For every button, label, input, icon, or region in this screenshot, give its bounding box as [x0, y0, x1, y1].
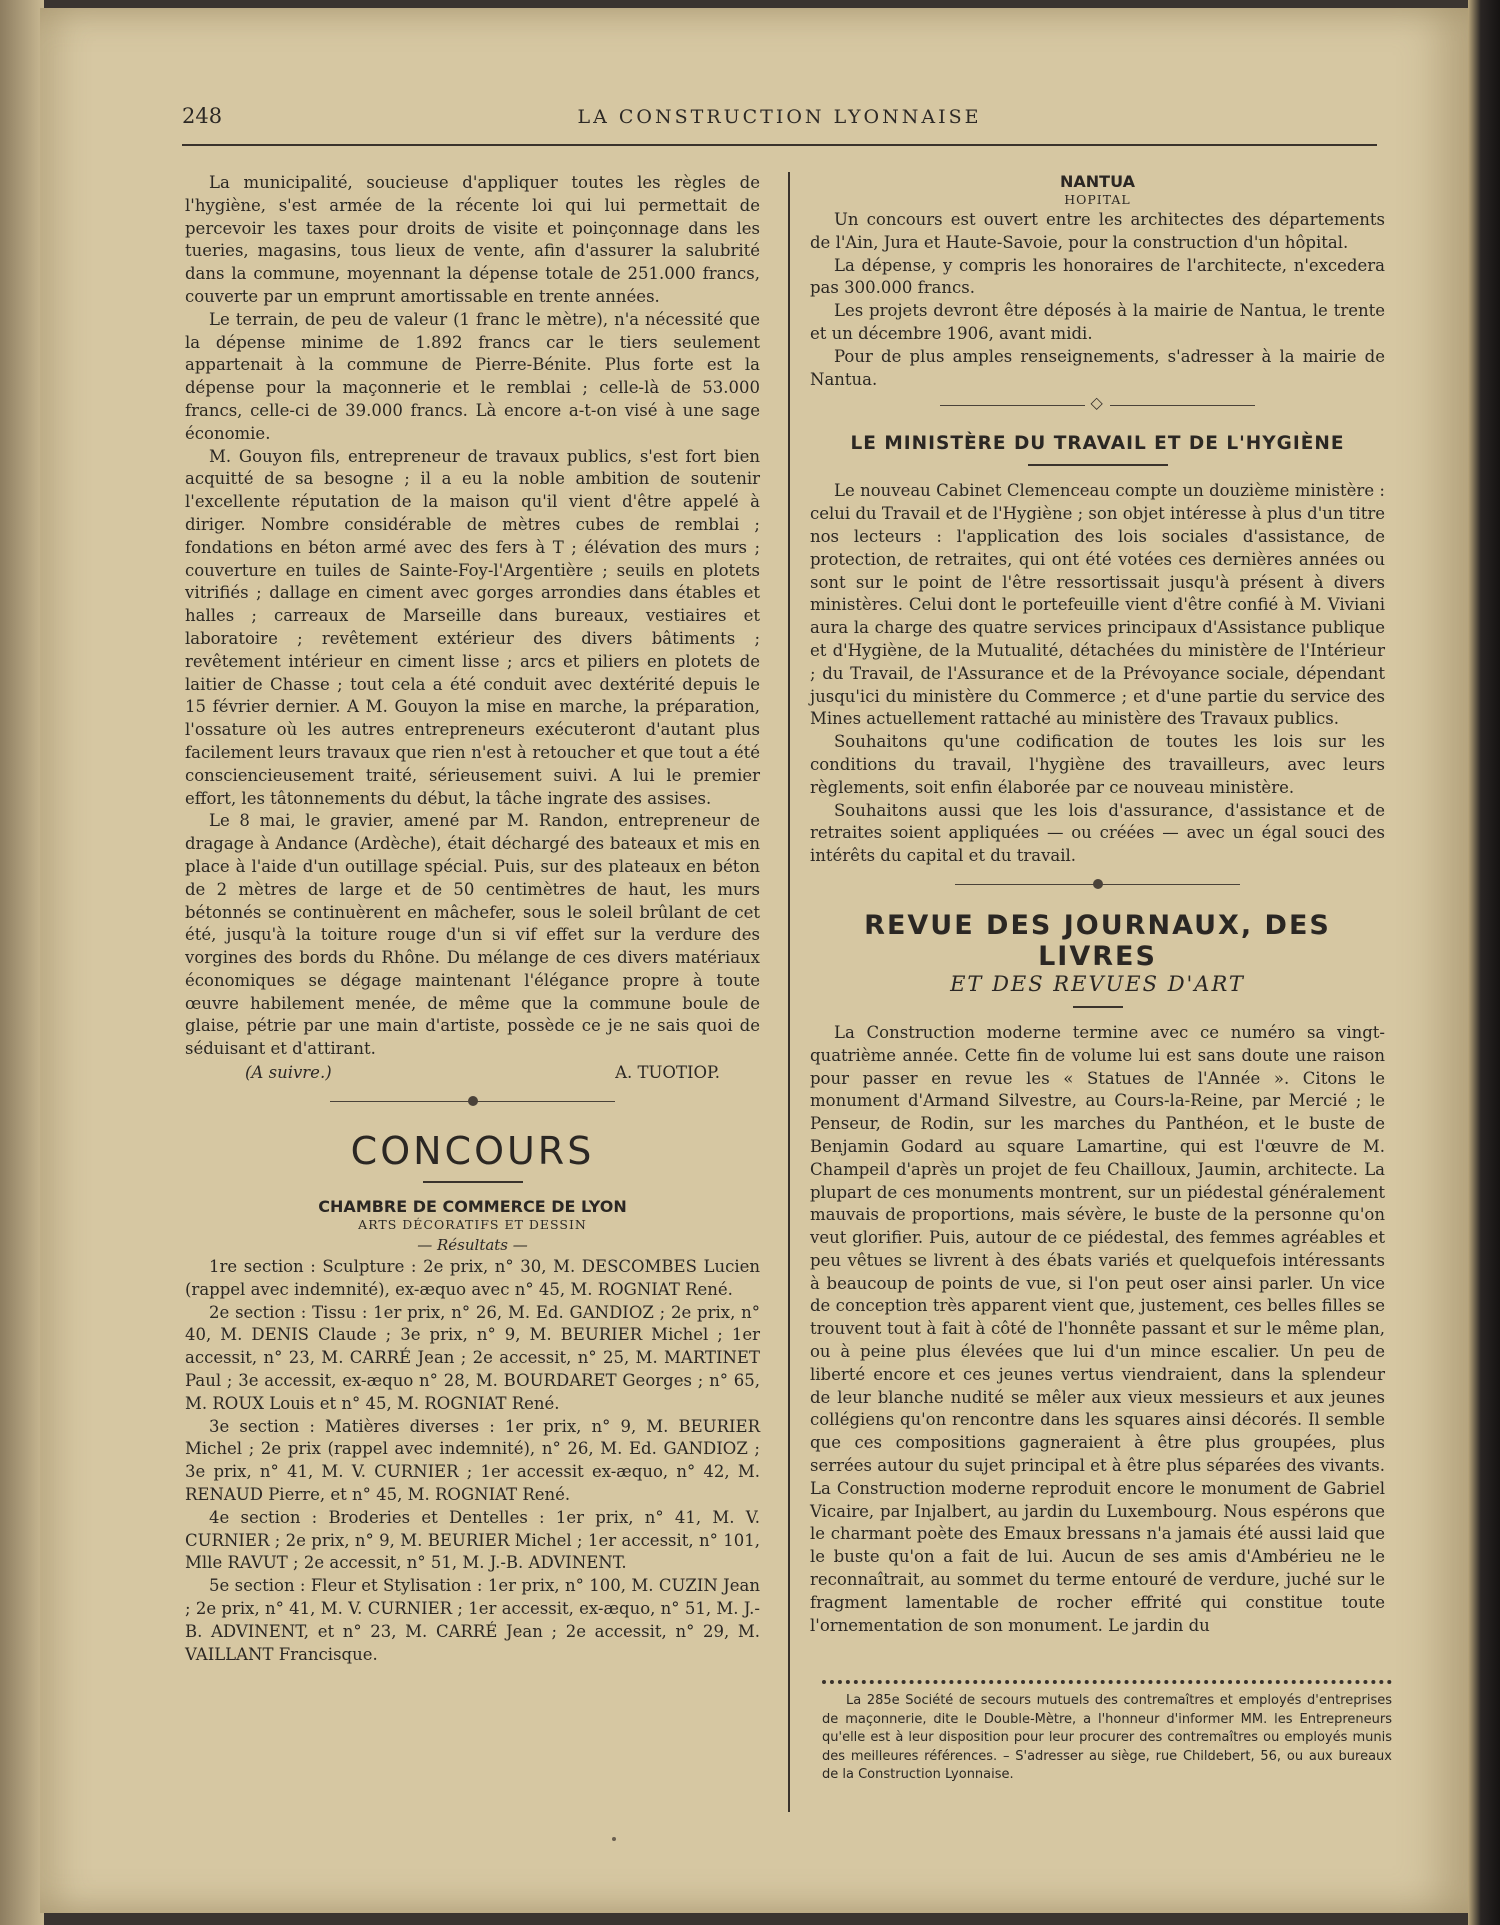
result-section: 3e section : Matières diverses : 1er prix, n° 9, M. BEURIER Michel ; 2e prix (rappel avec indemnité), n° 26, M. Ed. GANDIOZ ; 3e prix, n° 41, M. V. CURNIER ; 1er accessit ex-æquo, n° 42, M. RENAUD Pierre, et n° 45, M. ROGNIAT René. — [185, 1416, 760, 1505]
title-rule — [423, 1181, 523, 1183]
society-notice — [822, 1680, 1392, 1812]
notice-text: La 285e Société de secours mutuels des contremaîtres et employés d'entreprises de maçonnerie, dite le Double-Mètre, a l'honneur d'informer MM. les Entrepreneurs qu'elle est à leur disposition pour leur procurer des contremaîtres ou employés munis des meilleures références. – S'adresser au siège, rue Childebert, 56, ou aux bureaux de la Construction Lyonnaise. — [822, 1693, 1392, 1782]
article-paragraph: Le 8 mai, le gravier, amené par M. Randon, entrepreneur de dragage à Andance (Ardèche), était déchargé des bateaux et mis en place à l'aide d'un outillage spécial. Puis, sur des plateaux en béton de 2 mètres de large et de 50 centimètres de haut, les murs bétonnés se continuèrent en mâchefer, sous le soleil brûlant de cet été, jusqu'à la toiture rouge d'un si vif effet sur la verdure des vorgines des bords du Rhône. Du mélange de ces divers matériaux économiques se dégage maintenant l'élégance propre à toute œuvre habilement menée, de même que la commune boule de glaise, pétrie par une main d'artiste, possède ce je ne sais quoi de séduisant et d'attirant. — [185, 811, 760, 1059]
ornament-divider — [810, 868, 1385, 902]
ministry-paragraph: Souhaitons qu'une codification de toutes les lois sur les conditions du travail, l'hygiène des travailleurs, avec leurs règlements, soit enfin élaborée par ce nouveau ministère. — [810, 732, 1385, 797]
diamond-divider — [810, 391, 1385, 419]
result-section: 5e section : Fleur et Stylisation : 1er prix, n° 100, M. CUZIN Jean ; 2e prix, n° 41, M. V. CURNIER ; 1er accessit, ex-æquo, n° 51, M. J.-B. ADVINENT, et n° 23, M. CARRÉ Jean ; 2e accessit, n° 29, M. VAILLANT Francisque. — [185, 1576, 760, 1664]
nantua-paragraph: La dépense, y compris les honoraires de l'architecte, n'excedera pas 300.000 francs. — [810, 255, 1385, 298]
revue-subtitle: ET DES REVUES D'ART — [950, 971, 1245, 996]
ministry-paragraph: Le nouveau Cabinet Clemenceau compte un douzième ministère : celui du Travail et de l'Hygiène ; son objet intéresse à plus d'un titre nos lecteurs : l'application des lois sociales d'assistance, de protection, de retraites, qui ont été votées ces dernières années ou sont sur le point de l'être ressortissait jusqu'à présent à divers ministères. Celui dont le portefeuille vient d'être confié à M. Viviani aura la charge des quatre services principaux d'Assistance publique et d'Hygiène, de la Mutualité, détachées du ministère de l'Intérieur ; du Travail, de l'Assurance et de la Prévoyance sociale, dépendant jusqu'ici du ministère du Commerce ; et d'une partie du service des Mines actuellement rattaché au ministère des Travaux publics. — [810, 481, 1385, 729]
result-section: 4e section : Broderies et Dentelles : 1er prix, n° 41, M. V. CURNIER ; 2e prix, n° 9, M. BEURIER Michel ; 1er accessit, n° 101, Mlle RAVUT ; 2e accessit, n° 51, M. J.-B. ADVINENT. — [185, 1507, 760, 1573]
nantua-subtitle: HOPITAL — [1064, 192, 1131, 207]
binding-edge — [0, 0, 44, 1925]
column-divider — [788, 172, 790, 1812]
page-edge-shadow — [1468, 0, 1500, 1925]
revue-paragraph: La Construction moderne termine avec ce numéro sa vingt-quatrième année. Cette fin de volume lui est sans doute une raison pour passer en revue les « Statues de l'Année ». Citons le monument d'Armand Silvestre, au Cours-la-Reine, par Mercié ; le Penseur, de Rodin, sur les marches du Panthéon, et le buste de Benjamin Godard au square Lamartine, qui est l'œuvre de M. Champeil d'après un projet de feu Chailloux, Jaumin, architecte. La plupart de ces monuments montrent, sur un piédestal généralement mauvais de proportions, mais sévère, le buste de la personne qu'on veut glorifier. Puis, autour de ce piédestal, des femmes agréables et peu vêtues se livrent à des ébats variés et quelquefois intéressants à beaucoup de points de vue, si l'on peut oser ainsi parler. Un vice de conception très apparent vient que, justement, ces belles filles se trouvent tout à fait à côté de l'honnête passant et sur le même plan, ou à peine plus élevées que lui d'un mince escalier. Un peu de liberté encore et ces jeunes vertus viendraient, dans la splendeur de leur blanche nudité se mêler aux vieux messieurs et aux jeunes collégiens qu'on rencontre dans les squares ainsi décorés. Il semble que ces compositions gagneraient à être plus groupées, plus serrées autour du sujet principal et à être plus séparées des vivants. La Construction moderne reproduit encore le monument de Gabriel Vicaire, par Injalbert, au jardin du Luxembourg. Nous espérons que le charmant poète des Emaux bressans n'a jamais été aussi laid que le buste qu'on a fait de lui. Aucun de ses amis d'Ambérieu ne le reconnaîtrait, au sommet du terme entouré de verdure, juché sur le fragment lamentable de rocher effrité qui constitue toute l'ornementation de son monument. Le jardin du — [810, 1022, 1385, 1635]
article-paragraph: M. Gouyon fils, entrepreneur de travaux publics, s'est fort bien acquitté de sa besogne ; il a eu la noble ambition de soutenir l'excellente réputation de la maison qu'il vient d'être appelé à diriger. Nombre considérable de mètres cubes de remblai ; fondations en béton armé avec des fers à T ; élévation des murs ; couverture en tuiles de Sainte-Foy-l'Argentière ; seuils en plotets vitrifiés ; dallage en ciment avec gorges arrondies dans étables et halles ; carreaux de Marseille dans bureaux, vestiaires et laboratoire ; revêtement extérieur des divers bâtiments ; revêtement intérieur en ciment lisse ; arcs et piliers en plotets de laitier de Chasse ; tout cela a été conduit avec dextérité depuis le 15 février dernier. A M. Gouyon la mise en marche, la préparation, l'ossature où les autres entrepreneurs exécuteront d'autant plus facilement leurs travaux que rien n'est à retoucher et que tout a été consciencieusement traité, sérieusement suivi. A lui le premier effort, les tâtonnements du début, la tâche ingrate des assises. — [185, 446, 760, 808]
title-rule — [1073, 1006, 1123, 1008]
ministry-paragraph: Souhaitons aussi que les lois d'assurance, d'assistance et de retraites soient appliquées — ou créées — avec un égal souci des intérêts du capital et du travail. — [810, 800, 1385, 866]
article-paragraph: La municipalité, soucieuse d'appliquer toutes les règles de l'hygiène, s'est armée de la récente loi qui lui permettait de percevoir les taxes pour droits de visite et poinçonnage dans les tueries, magasins, tous lieux de vente, afin d'assurer la salubrité dans la commune, moyennant la dépense totale de 251.000 francs, couverte par un emprunt amortissable en trente années. — [185, 173, 760, 306]
concours-title: CONCOURS — [350, 1129, 595, 1174]
results-label: — Résultats — — [417, 1236, 528, 1255]
page-speck — [612, 1837, 616, 1841]
left-column — [185, 172, 760, 1666]
title-rule — [1028, 464, 1168, 466]
nantua-paragraph: Les projets devront être déposés à la mairie de Nantua, le trente et un décembre 1906, avant midi. — [810, 301, 1385, 343]
article-paragraph: Le terrain, de peu de valeur (1 franc le mètre), n'a nécessité que la dépense minime de 1.892 francs car le tiers seulement appartenait à la commune de Pierre-Bénite. Plus forte est la dépense pour la maçonnerie et le remblai ; celle-là de 53.000 francs, celle-ci de 39.000 francs. Là encore a-t-on visé à une sage économie. — [185, 309, 760, 443]
running-title: LA CONSTRUCTION LYONNAISE — [577, 106, 982, 128]
article-author: A. TUOTIOP. — [615, 1063, 720, 1083]
to-be-continued: (A suivre.) — [245, 1063, 332, 1083]
ornament-divider — [185, 1085, 760, 1119]
article-signature — [185, 1061, 760, 1085]
page-number: 248 — [182, 104, 223, 128]
right-column — [810, 172, 1385, 1637]
result-section: 1re section : Sculpture : 2e prix, n° 30, M. DESCOMBES Lucien (rappel avec indemnité), ex-æquo avec n° 45, M. ROGNIAT René. — [185, 1257, 760, 1299]
chamber-title: CHAMBRE DE COMMERCE DE LYON — [318, 1197, 627, 1217]
diamond-icon: ◇ — [1090, 393, 1103, 413]
ministry-title: LE MINISTÈRE DU TRAVAIL ET DE L'HYGIÈNE — [850, 433, 1345, 455]
revue-title: REVUE DES JOURNAUX, DES LIVRES — [864, 909, 1331, 972]
nantua-title: NANTUA — [1060, 172, 1135, 191]
nantua-paragraph: Pour de plus amples renseignements, s'adresser à la mairie de Nantua. — [810, 346, 1385, 389]
chamber-subtitle: ARTS DÉCORATIFS ET DESSIN — [358, 1217, 587, 1233]
nantua-paragraph: Un concours est ouvert entre les architectes des départements de l'Ain, Jura et Haute-Savoie, pour la construction d'un hôpital. — [810, 210, 1385, 252]
result-section: 2e section : Tissu : 1er prix, n° 26, M. Ed. GANDIOZ ; 2e prix, n° 40, M. DENIS Claude ; 3e prix, n° 9, M. BEURIER Michel ; 1er accessit, n° 23, M. CARRÉ Jean ; 2e accessit, n° 25, M. MARTINET Paul ; 3e accessit, ex-æquo n° 28, M. BOURDARET Georges ; n° 65, M. ROUX Louis et n° 45, M. ROGNIAT René. — [185, 1302, 760, 1413]
page-header — [182, 104, 1377, 146]
